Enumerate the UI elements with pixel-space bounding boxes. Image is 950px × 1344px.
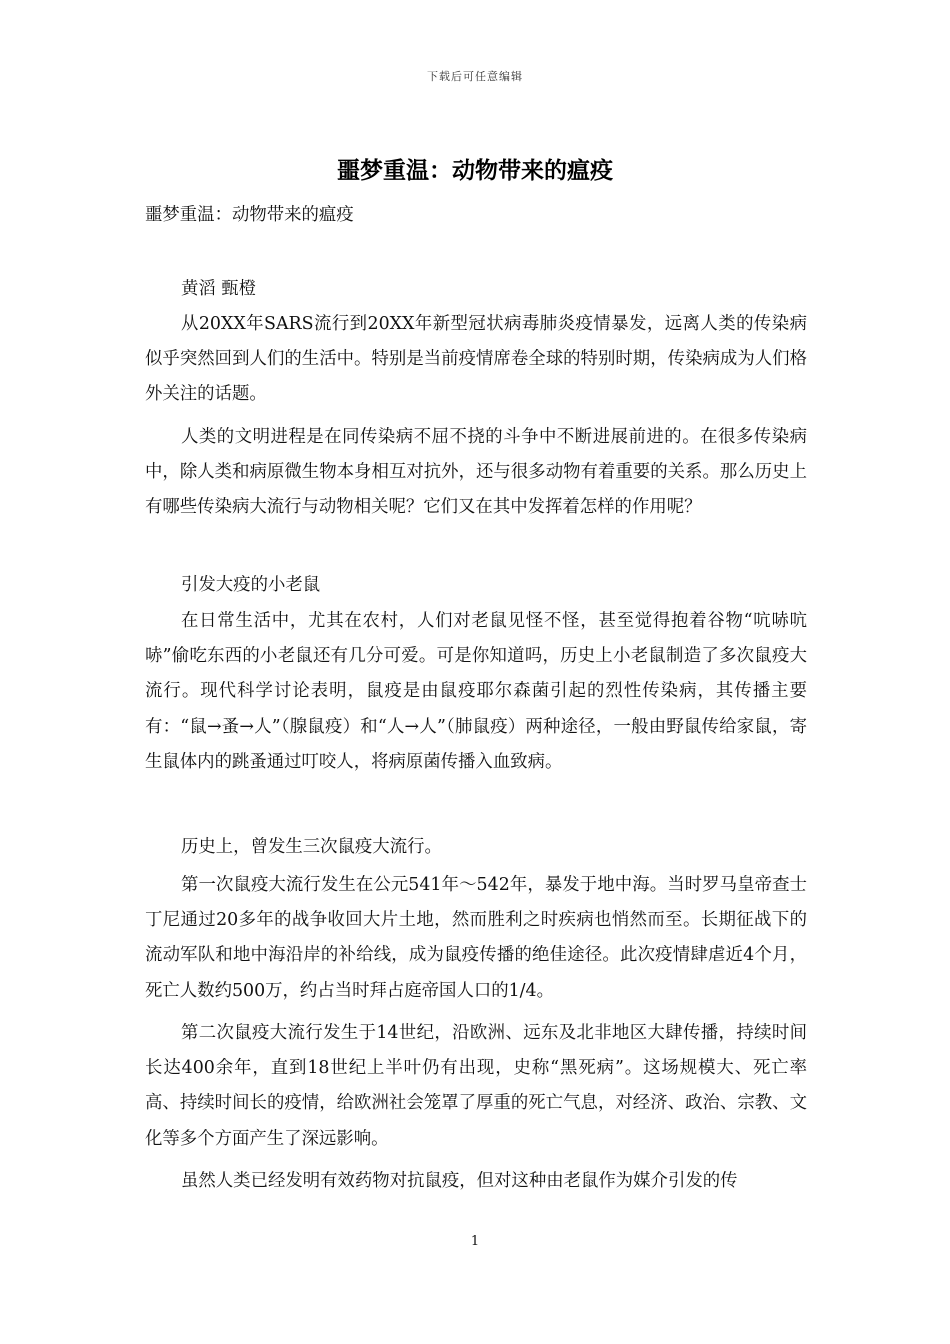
paragraph: 历史上，曾发生三次鼠疫大流行。 — [181, 837, 442, 857]
author-line: 黄滔 甄橙 — [181, 279, 257, 299]
paragraph: 第二次鼠疫大流行发生于14世纪，沿欧洲、远东及北非地区大肆传播，持续时间长达400余年，直到18世纪上半叶仍有出现，史称“黑死病”。这场规模大、死亡率高、持续时间长的疫情，给欧洲社会笼罩了厚重的死亡气息，对经济、政治、宗教、文化等多个方面产生了深远影响。 — [145, 1023, 807, 1149]
paragraph: 虽然人类已经发明有效药物对抗鼠疫，但对这种由老鼠作为媒介引发的传 — [181, 1171, 738, 1191]
header-note: 下载后可任意编辑 — [427, 70, 523, 83]
page-number: 1 — [470, 1234, 480, 1249]
paragraph: 人类的文明进程是在同传染病不屈不挠的斗争中不断进展前进的。在很多传染病中，除人类和病原微生物本身相互对抗外，还与很多动物有着重要的关系。那么历史上有哪些传染病大流行与动物相关呢？它们又在其中发挥着怎样的作用呢？ — [145, 427, 807, 518]
subtitle: 噩梦重温：动物带来的瘟疫 — [145, 205, 354, 225]
paragraph: 在日常生活中，尤其在农村，人们对老鼠见怪不怪，甚至觉得抱着谷物“吭哧吭哧”偷吃东西的小老鼠还有几分可爱。可是你知道吗，历史上小老鼠制造了多次鼠疫大流行。现代科学讨论表明，鼠疫是由鼠疫耶尔森菌引起的烈性传染病，其传播主要有：“鼠→蚤→人”（腺鼠疫）和“人→人”（肺鼠疫）两种途径，一般由野鼠传给家鼠，寄生鼠体内的跳蚤通过叮咬人，将病原菌传播入血致病。 — [145, 611, 807, 772]
paragraph: 第一次鼠疫大流行发生在公元541年～542年，暴发于地中海。当时罗马皇帝查士丁尼通过20多年的战争收回大片土地，然而胜利之时疾病也悄然而至。长期征战下的流动军队和地中海沿岸的补给线，成为鼠疫传播的绝佳途径。此次疫情肆虐近4个月，死亡人数约500万，约占当时拜占庭帝国人口的1/4。 — [145, 875, 807, 1001]
section-heading: 引发大疫的小老鼠 — [181, 575, 321, 595]
paragraph: 从20XX年SARS流行到20XX年新型冠状病毒肺炎疫情暴发，远离人类的传染病似乎突然回到人们的生活中。特别是当前疫情席卷全球的特别时期，传染病成为人们格外关注的话题。 — [145, 314, 807, 405]
page-title: 噩梦重温：动物带来的瘟疫 — [337, 158, 613, 184]
